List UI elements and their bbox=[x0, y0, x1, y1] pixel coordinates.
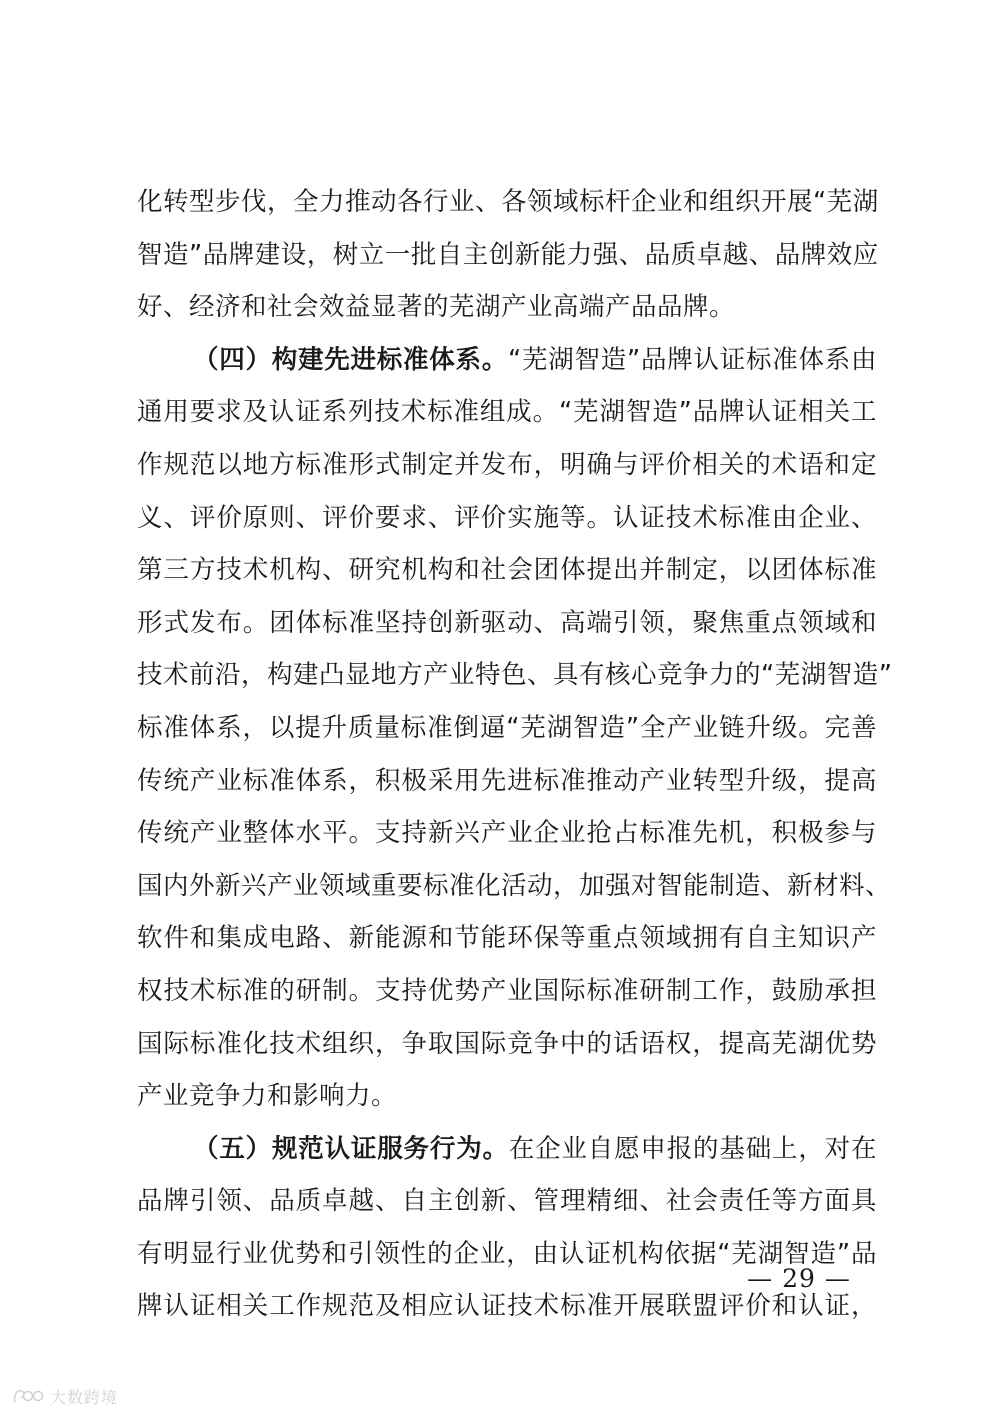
watermark bbox=[12, 1384, 118, 1408]
text-line: 第三方技术机构、研究机构和社会团体提出并制定，以团体标准 bbox=[137, 555, 877, 586]
document-body bbox=[137, 176, 893, 1333]
text-line: 国际标准化技术组织，争取国际竞争中的话语权，提高芜湖优势 bbox=[137, 1028, 877, 1059]
text-line: 好、经济和社会效益显著的芜湖产业高端产品品牌。 bbox=[137, 292, 736, 323]
text-line: 传统产业标准体系，积极采用先进标准推动产业转型升级，提高 bbox=[137, 765, 877, 796]
text-run: 在企业自愿申报的基础上，对在 bbox=[508, 1133, 877, 1164]
text-line: 通用要求及认证系列技术标准组成。“芜湖智造”品牌认证相关工 bbox=[137, 397, 877, 428]
text-line: 权技术标准的研制。支持优势产业国际标准研制工作，鼓励承担 bbox=[137, 975, 877, 1006]
text-line: 国内外新兴产业领域重要标准化活动，加强对智能制造、新材料、 bbox=[137, 870, 892, 901]
watermark-logo-icon bbox=[12, 1386, 46, 1406]
text-line: 作规范以地方标准形式制定并发布，明确与评价相关的术语和定 bbox=[137, 449, 877, 480]
section-5-heading: （五）规范认证服务行为。 bbox=[193, 1133, 509, 1164]
page-number: — 29 — bbox=[747, 1264, 851, 1293]
section-5-first-line bbox=[137, 1123, 877, 1176]
watermark-text: 大数跨境 bbox=[50, 1387, 119, 1407]
text-line: 产业竞争力和影响力。 bbox=[137, 1081, 398, 1112]
text-line: 软件和集成电路、新能源和节能环保等重点领域拥有自主知识产 bbox=[137, 923, 877, 954]
text-line: 牌认证相关工作规范及相应认证技术标准开展联盟评价和认证， bbox=[137, 1291, 877, 1322]
section-4-heading: （四）构建先进标准体系。 bbox=[193, 344, 509, 375]
text-line: 传统产业整体水平。支持新兴产业企业抢占标准先机，积极参与 bbox=[137, 818, 877, 849]
text-run: “芜湖智造”品牌认证标准体系由 bbox=[508, 344, 877, 375]
text-line: 义、评价原则、评价要求、评价实施等。认证技术标准由企业、 bbox=[137, 502, 877, 533]
text-line: 智造”品牌建设，树立一批自主创新能力强、品质卓越、品牌效应 bbox=[137, 239, 879, 270]
text-line: 形式发布。团体标准坚持创新驱动、高端引领，聚焦重点领域和 bbox=[137, 607, 877, 638]
text-line: 有明显行业优势和引领性的企业，由认证机构依据“芜湖智造”品 bbox=[137, 1238, 877, 1269]
section-4-first-line bbox=[137, 334, 877, 387]
text-line: 化转型步伐，全力推动各行业、各领域标杆企业和组织开展“芜湖 bbox=[137, 187, 879, 217]
text-line: 技术前沿，构建凸显地方产业特色、具有核心竞争力的“芜湖智造” bbox=[137, 660, 893, 691]
text-line: 标准体系，以提升质量标准倒逼“芜湖智造”全产业链升级。完善 bbox=[137, 712, 877, 743]
text-line: 品牌引领、品质卓越、自主创新、管理精细、社会责任等方面具 bbox=[137, 1186, 877, 1217]
